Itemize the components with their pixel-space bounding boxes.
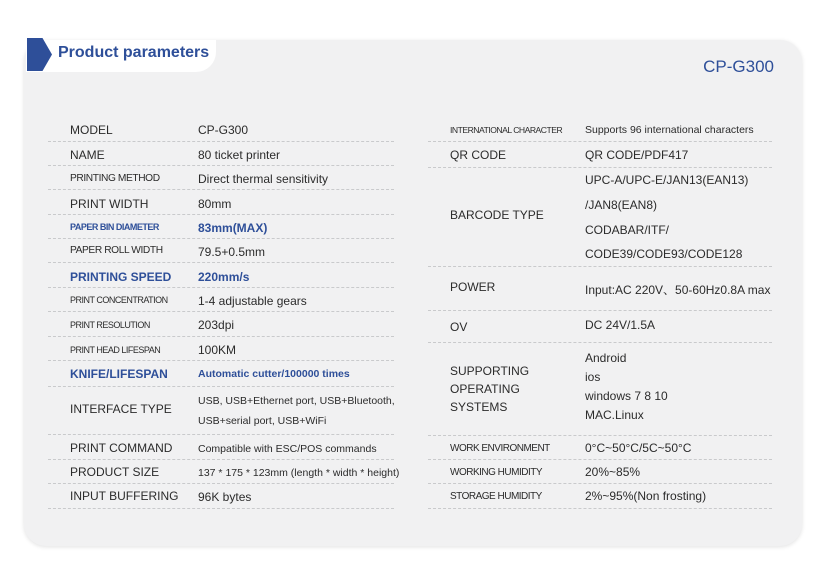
spec-row-ov (428, 311, 772, 343)
spec-label: NAME (70, 148, 105, 162)
spec-label-line: SYSTEMS (450, 400, 508, 414)
spec-label: PRINT WIDTH (70, 197, 149, 211)
spec-value: Input:AC 220V、50-60Hz0.8A max (585, 283, 771, 297)
spec-label: WORK ENVIRONMENT (450, 443, 550, 454)
spec-label: QR CODE (450, 148, 507, 162)
spec-row-printing-method (48, 166, 394, 190)
spec-value-line: /JAN8(EAN8) (585, 198, 658, 212)
spec-value: Direct thermal sensitivity (198, 172, 329, 186)
spec-label: PRINTING SPEED (70, 270, 172, 284)
spec-row-name (48, 142, 394, 166)
spec-row-qr-code (428, 142, 772, 168)
spec-value-line: Android (585, 351, 627, 365)
spec-row-working-humidity (428, 460, 772, 484)
spec-label: PRINT HEAD LIFESPAN (70, 345, 161, 355)
page-title: Product parameters (58, 44, 210, 61)
spec-row-print-width (48, 190, 394, 215)
spec-value-line: CODE39/CODE93/CODE128 (585, 247, 743, 261)
spec-label: PAPER ROLL WIDTH (70, 245, 163, 256)
spec-value: 137 * 175 * 123mm (length * width * height) (198, 467, 400, 479)
spec-label: STORAGE HUMIDITY (450, 491, 542, 502)
spec-value: 0°C~50°C/5C~50°C (585, 441, 692, 455)
spec-label: BARCODE TYPE (450, 208, 544, 222)
spec-row-interface-type (48, 387, 394, 435)
spec-row-paper-bin-diameter (48, 215, 394, 239)
spec-value: Compatible with ESC/POS commands (198, 443, 377, 455)
spec-value: 20%~85% (585, 465, 641, 479)
spec-row-print-resolution (48, 312, 394, 337)
spec-row-international-character (428, 118, 772, 142)
spec-label: PRINTING METHOD (70, 173, 160, 184)
spec-value: 220mm/s (198, 270, 250, 284)
spec-value-line: UPC-A/UPC-E/JAN13(EAN13) (585, 173, 749, 187)
spec-value: 2%~95%(Non frosting) (585, 489, 707, 503)
spec-value: CP-G300 (198, 123, 249, 137)
spec-value: Supports 96 international characters (585, 124, 754, 136)
spec-row-power (428, 267, 772, 311)
spec-row-product-size (48, 460, 400, 484)
spec-row-work-environment (428, 436, 772, 460)
spec-value: 80mm (198, 197, 232, 211)
spec-label: PRODUCT SIZE (70, 465, 160, 479)
spec-row-paper-roll-width (48, 239, 394, 263)
spec-label: OV (450, 320, 468, 334)
spec-value: 79.5+0.5mm (198, 245, 266, 259)
spec-row-print-concentration (48, 288, 394, 312)
spec-label: KNIFE/LIFESPAN (70, 367, 168, 381)
spec-value-line: MAC.Linux (585, 408, 644, 422)
spec-row-storage-humidity (428, 484, 772, 509)
spec-value-line: ios (585, 370, 601, 384)
spec-value-line: windows 7 8 10 (585, 389, 668, 403)
spec-label-line: SUPPORTING (450, 364, 530, 378)
spec-label: PAPER BIN DIAMETER (70, 222, 159, 232)
spec-value-line: USB, USB+Ethernet port, USB+Bluetooth, (198, 395, 395, 407)
spec-row-print-command (48, 435, 394, 460)
spec-label-line: OPERATING (450, 382, 520, 396)
spec-value: 96K bytes (198, 490, 252, 504)
spec-value: DC 24V/1.5A (585, 318, 656, 332)
spec-value: 80 ticket printer (198, 148, 281, 162)
spec-label: WORKING HUMIDITY (450, 467, 542, 478)
spec-row-knife-lifespan (48, 361, 394, 387)
spec-label: MODEL (70, 123, 113, 137)
spec-value: QR CODE/PDF417 (585, 148, 689, 162)
spec-value: 1-4 adjustable gears (198, 294, 307, 308)
spec-value-line: USB+serial port, USB+WiFi (198, 415, 327, 427)
spec-label: PRINT COMMAND (70, 441, 173, 455)
spec-label: POWER (450, 280, 496, 294)
spec-value: Automatic cutter/100000 times (198, 368, 350, 380)
spec-label: PRINT RESOLUTION (70, 320, 150, 330)
spec-row-model (48, 118, 394, 142)
spec-row-barcode-type (428, 168, 772, 267)
spec-row-print-head-lifespan (48, 337, 394, 361)
spec-label: INPUT BUFFERING (70, 489, 179, 503)
spec-label: INTERNATIONAL CHARACTER (450, 125, 563, 135)
spec-row-supporting-systems (428, 343, 772, 436)
spec-value: 203dpi (198, 318, 235, 332)
spec-label: INTERFACE TYPE (70, 402, 172, 416)
spec-row-input-buffering (48, 484, 394, 509)
spec-value-line: CODABAR/ITF/ (585, 223, 670, 237)
model-heading: CP-G300 (703, 57, 774, 76)
spec-label: PRINT CONCENTRATION (70, 295, 168, 305)
spec-value: 83mm(MAX) (198, 221, 268, 235)
spec-value: 100KM (198, 343, 237, 357)
spec-row-printing-speed (48, 263, 394, 288)
